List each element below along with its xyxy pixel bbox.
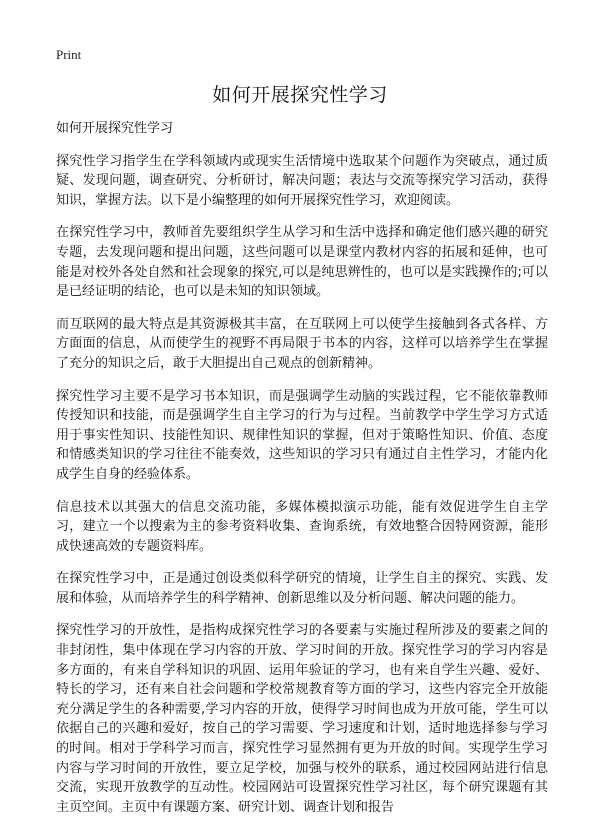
- paragraph-intro: 探究性学习指学生在学科领域内或现实生活情境中选取某个问题作为突破点，通过质疑、发现问题，调查研究、分析研讨，解决问题；表达与交流等探究学习活动，获得知识，掌握方法。以下是小编整理的如何开展探究性学习，欢迎阅读。: [56, 153, 548, 208]
- print-link[interactable]: Print: [56, 47, 82, 62]
- paragraph-information-technology: 信息技术以其强大的信息交流功能，多媒体模拟演示功能，能有效促进学生自主学习，建立一个以搜索为主的参考资料收集、查询系统，有效地整合因特网资源，能形成快速高效的专题资料库。: [56, 499, 548, 554]
- article-body: [56, 119, 548, 830]
- paragraph-internet-resources: 而互联网的最大特点是其资源极其丰富，在互联网上可以使学生接触到各式各样、方方面面的信息，从而使学生的视野不再局限于书本的内容，这样可以培养学生在掌握了充分的知识之后，敢于大胆提出自己观点的创新精神。: [56, 316, 548, 371]
- paragraph-topic-selection: 在探究性学习中，教师首先要组织学生从学习和生活中选择和确定他们感兴趣的研究专题，去发现问题和提出问题，这些问题可以是课堂内教材内容的拓展和延伸，也可能是对校外各处自然和社会现象的探究,可以是纯思辨性的，也可以是实践操作的;可以是已经证明的结论，也可以是未知的知识领域。: [56, 225, 548, 300]
- paragraph-research-situation: 在探究性学习中，正是通过创设类似科学研究的情境，让学生自主的探究、实践、发展和体验，从而培养学生的科学精神、创新思维以及分析问题、解决问题的能力。: [56, 571, 548, 606]
- paragraph-openness: 探究性学习的开放性，是指构成探究性学习的各要素与实施过程所涉及的要素之间的非封闭性，集中体现在学习内容的开放、学习时间的开放。探究性学习的学习内容是多方面的，有来自学科知识的巩固、运用年验证的学习，也有来自学生兴趣、爱好、特长的学习，还有来自社会问题和学校常规教育等方面的学习，这些内容完全开放能充分满足学生的各种需要,学习内容的开放，使得学习时间也成为开放可能，学生可以依据自己的兴趣和爱好，按自己的学习需要、学习速度和计划，适时地选择参与学习的时间。相对于学科学习而言，探究性学习显然拥有更为开放的时间。实现学生学习内容与学习时间的开放性，要立足学校，加强与校外的联系，通过校园网站进行信息交流，实现开放教学的互动性。校园网站可设置探究性学习社区，每个研究课题有其主页空间。主页中有课题方案、研究计划、调查计划和报告: [56, 623, 548, 815]
- page-title: 如何开展探究性学习: [212, 84, 388, 106]
- paragraph-practice-process: 探究性学习主要不是学习书本知识，而是强调学生动脑的实践过程，它不能依靠教师传授知识和技能，而是强调学生自主学习的行为与过程。当前教学中学生学习方式适用于事实性知识、技能性知识、规律性知识的掌握，但对于策略性知识、价值、态度和情感类知识的学习往往不能奏效，这些知识的学习只有通过自主性学习，才能内化成学生自身的经验体系。: [56, 388, 548, 482]
- article-subtitle: 如何开展探究性学习: [56, 121, 174, 136]
